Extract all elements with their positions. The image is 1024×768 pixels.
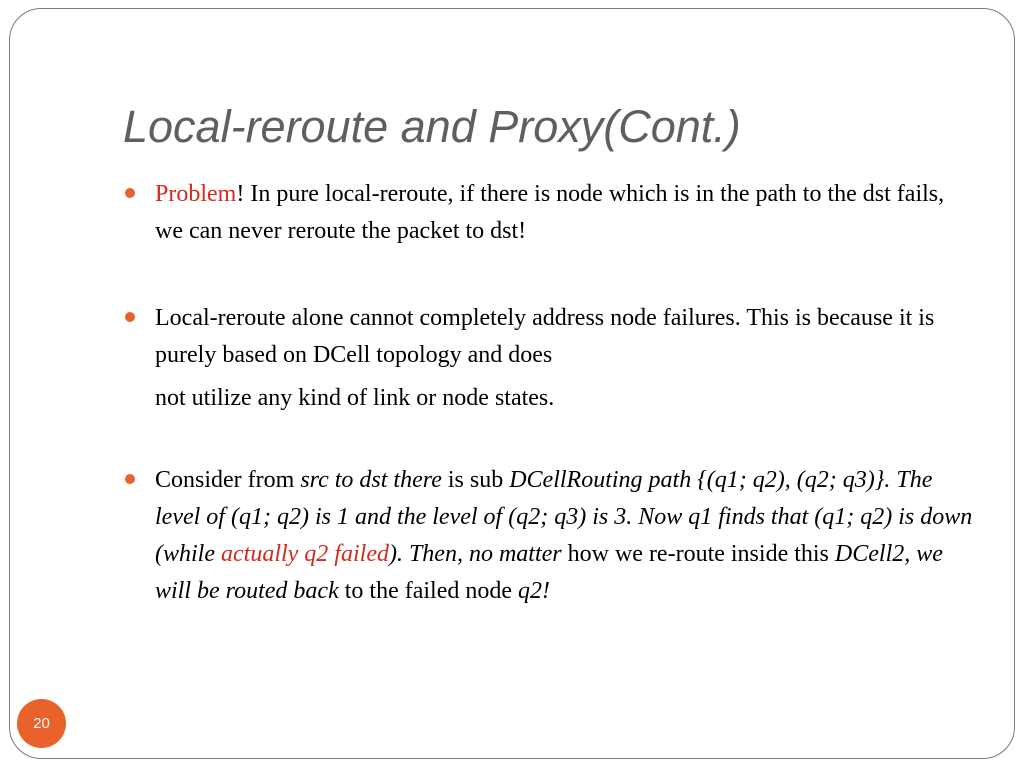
text-run: Consider from [155, 467, 301, 493]
slide-frame [9, 8, 1015, 759]
text-run-italic: DCell2, we will be routed back [155, 541, 943, 604]
text-run: to the failed node [338, 578, 519, 604]
bullet-list [123, 176, 973, 610]
highlight-text: actually q2 failed [221, 541, 389, 567]
bullet-text: ! In pure local-reroute, if there is node which is in the path to the dst fails, we can never reroute the packet to dst! [155, 181, 945, 244]
bullet-dot-icon [125, 188, 135, 198]
problem-keyword: Problem [155, 181, 237, 207]
bullet-text: Local-reroute alone cannot completely address node failures. This is because it is purely based on DCell topology and does [155, 305, 935, 368]
bullet-dot-icon [125, 312, 135, 322]
text-run-italic: DCellRouting path {(q1; q2), (q2; q3)}. The level of (q1; q2) is 1 and the level of (q2; q3) is 3. Now q1 finds that (q1; q2) is down (while [155, 467, 973, 567]
bullet-dot-icon [125, 474, 135, 484]
bullet-continuation: not utilize any kind of link or node states. [155, 385, 555, 411]
slide-title: Local-reroute and Proxy(Cont.) [123, 101, 741, 152]
text-run: how we re-route inside this [561, 541, 835, 567]
text-run: is sub [441, 467, 510, 493]
text-run-italic: q2! [518, 578, 551, 604]
bullet-item-problem [123, 176, 973, 250]
page-number-badge: 20 [17, 699, 66, 748]
bullet-item-consider [123, 462, 973, 610]
text-run-italic: src to dst there [300, 467, 442, 493]
bullet-item-local-reroute [123, 300, 973, 417]
text-run-italic: ). Then, no matter [388, 541, 562, 567]
